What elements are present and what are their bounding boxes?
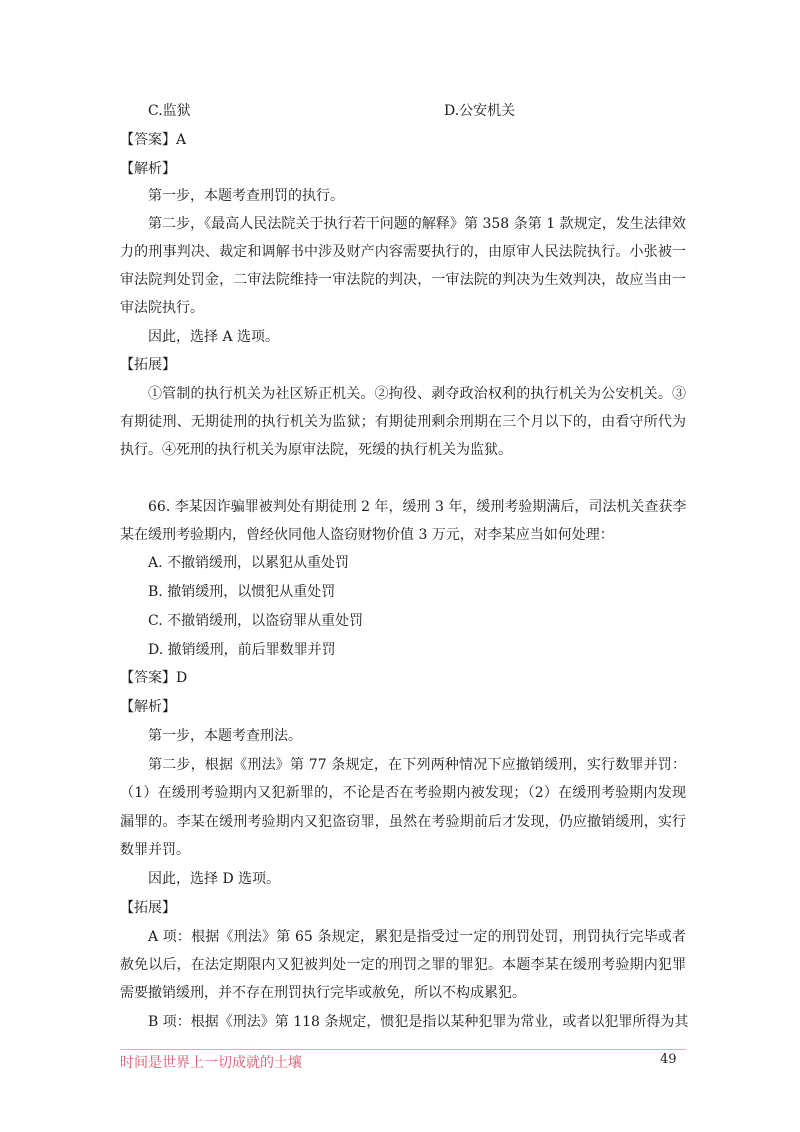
q66-answer: 【答案】D: [120, 670, 188, 686]
q66-option-d: D. 撤销缓刑，前后罪数罪并罚: [148, 642, 336, 658]
q65-step2-line: 第二步，《最高人民法院关于执行若干问题的解释》第 358 条第 1 款规定，发生法律效: [148, 216, 686, 232]
q65-option-c: C.监狱: [148, 103, 191, 119]
q65-extension-line: 执行。④死刑的执行机关为原审法院，死缓的执行机关为监狱。: [120, 442, 512, 458]
q66-extension-a-line: 需要撤销缓刑，并不存在刑罚执行完毕或赦免，所以不构成累犯。: [120, 985, 526, 1001]
q65-option-d: D.公安机关: [444, 103, 516, 119]
footer-divider: [120, 1049, 686, 1050]
q66-step2-line: 漏罪的。李某在缓刑考验期内又犯盗窃罪，虽然在考验期前后才发现，仍应撤销缓刑，实行: [120, 814, 686, 830]
page-number: 49: [660, 1052, 677, 1067]
q66-extension-heading: 【拓展】: [120, 900, 176, 916]
q65-step2-line: 力的刑事判决、裁定和调解书中涉及财产内容需要执行的，由原审人民法院执行。小张被一: [120, 244, 686, 260]
q65-analysis-heading: 【解析】: [120, 161, 176, 177]
q66-stem-line: 某在缓刑考验期内，曾经伙同他人盗窃财物价值 3 万元，对李某应当如何处理：: [120, 527, 614, 543]
q66-analysis-heading: 【解析】: [120, 699, 176, 715]
q66-stem-line: 66. 李某因诈骗罪被判处有期徒刑 2 年，缓刑 3 年，缓刑考验期满后，司法机关查获李: [148, 499, 687, 515]
q66-extension-a-line: A 项：根据《刑法》第 65 条规定，累犯是指受过一定的刑罚处罚，刑罚执行完毕或者: [148, 929, 686, 945]
q66-step2-line: （1）在缓刑考验期内又犯新罪的，不论是否在考验期内被发现；（2）在缓刑考验期内发现: [120, 785, 686, 801]
q65-extension-heading: 【拓展】: [120, 357, 176, 373]
q66-option-c: C. 不撤销缓刑，以盗窃罪从重处罚: [148, 613, 364, 629]
q66-option-b: B. 撤销缓刑，以惯犯从重处罚: [148, 584, 336, 600]
q65-conclusion: 因此，选择 A 选项。: [148, 329, 280, 345]
q66-extension-a-line: 赦免以后，在法定期限内又犯被判处一定的刑罚之罪的罪犯。本题李某在缓刑考验期内犯罪: [120, 957, 686, 973]
footer-slogan: 时间是世界上一切成就的土壤: [120, 1055, 302, 1071]
q65-extension-line: 有期徒刑、无期徒刑的执行机关为监狱；有期徒刑剩余刑期在三个月以下的，由看守所代为: [120, 414, 686, 430]
q66-step1: 第一步，本题考查刑法。: [148, 728, 302, 744]
q65-extension-line: ①管制的执行机关为社区矫正机关。②拘役、剥夺政治权利的执行机关为公安机关。③: [148, 386, 686, 402]
q65-answer: 【答案】A: [120, 132, 187, 148]
q65-step1: 第一步，本题考查刑罚的执行。: [148, 188, 344, 204]
q66-step2-line: 第二步，根据《刑法》第 77 条规定，在下列两种情况下应撤销缓刑，实行数罪并罚：: [148, 757, 686, 773]
q65-step2-line: 审法院执行。: [120, 300, 204, 316]
q66-conclusion: 因此，选择 D 选项。: [148, 871, 281, 887]
q66-extension-b-line: B 项：根据《刑法》第 118 条规定，惯犯是指以某种犯罪为常业，或者以犯罪所得为其: [148, 1014, 689, 1030]
q66-option-a: A. 不撤销缓刑，以累犯从重处罚: [148, 555, 350, 571]
q66-step2-line: 数罪并罚。: [120, 842, 190, 858]
q65-step2-line: 审法院判处罚金，二审法院维持一审法院的判决，一审法院的判决为生效判决，故应当由一: [120, 272, 686, 288]
